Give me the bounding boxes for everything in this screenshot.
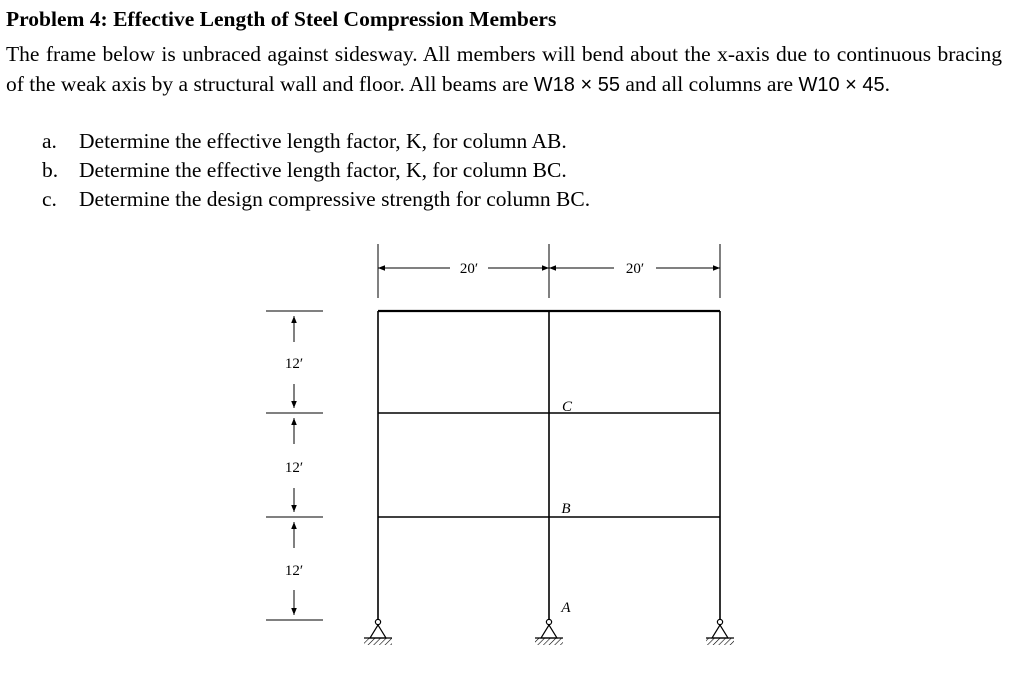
pin-icon [546, 619, 551, 624]
node-label-a: A [561, 600, 571, 616]
frame-diagram [240, 230, 760, 680]
problem-statement [6, 39, 1002, 100]
statement-part1: The frame below is unbraced against sidesway. All members will bend about the x-axis due to continuous bracing of the weak axis by a structural wall and floor. All beams are [6, 42, 1002, 96]
support-triangle-icon [541, 625, 557, 638]
statement-part2: and all columns are [619, 72, 799, 96]
bay-width-label: 20′ [625, 261, 645, 277]
problem-title: Problem 4: Effective Length of Steel Compression Members [6, 7, 557, 31]
story-height-label: 12′ [284, 356, 304, 372]
task-item [42, 156, 590, 185]
horizontal-dimensions [378, 244, 720, 298]
task-text: Determine the effective length factor, K, for column BC. [79, 158, 567, 182]
task-item [42, 127, 590, 156]
statement-end: . [884, 72, 891, 96]
task-letter: b. [42, 158, 59, 182]
story-height-label: 12′ [284, 563, 304, 579]
task-text: Determine the effective length factor, K, for column AB. [79, 129, 567, 153]
story-height-label: 12′ [284, 460, 304, 476]
frame-members [378, 311, 720, 630]
pin-icon [717, 619, 722, 624]
pin-support-right [706, 619, 734, 645]
task-list [42, 127, 590, 214]
pin-icon [375, 619, 380, 624]
support-triangle-icon [370, 625, 386, 638]
support-triangle-icon [712, 625, 728, 638]
pin-support-left [364, 619, 392, 645]
column-section: W10 × 45 [798, 74, 885, 96]
task-text: Determine the design compressive strength for column BC. [79, 187, 591, 211]
task-letter: a. [42, 129, 57, 153]
beam-section: W18 × 55 [533, 74, 620, 96]
task-letter: c. [42, 187, 57, 211]
ground-hatch-icon [364, 638, 392, 645]
ground-hatch-icon [706, 638, 734, 645]
ground-hatch-icon [535, 638, 563, 645]
node-label-b: B [561, 501, 571, 517]
bay-width-label: 20′ [459, 261, 479, 277]
pin-support-middle [535, 619, 563, 645]
task-item [42, 185, 590, 214]
node-label-c: C [561, 399, 573, 415]
